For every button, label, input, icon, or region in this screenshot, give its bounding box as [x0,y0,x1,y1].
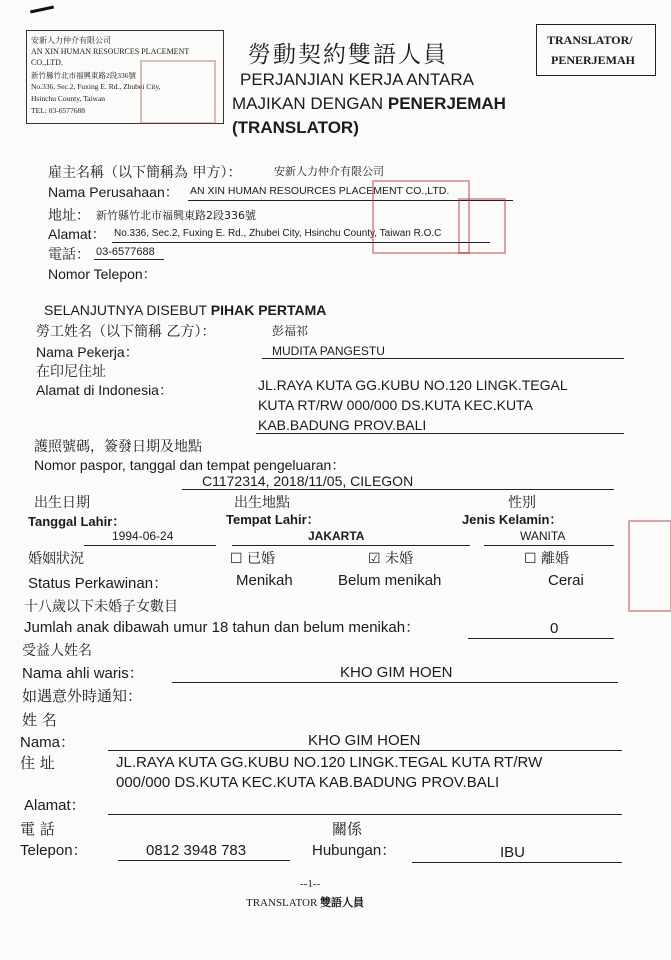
children-label-cjk: 十八歲以下未婚子女數目 [24,599,178,615]
stamp-line: AN XIN HUMAN RESOURCES PLACEMENT [31,47,190,56]
employer-phone-label-cjk: 電話： [48,247,90,263]
employer-name-label-cjk: 雇主名稱（以下簡稱為 甲方）： [48,165,242,181]
emergency-phone-label: Telepon： [20,842,88,859]
worker-name-label: Nama Pekerja： [36,344,139,360]
marital-option-label: Belum menikah [338,572,442,589]
marital-option-divorced[interactable] [524,548,569,568]
marital-option-married[interactable] [230,548,275,568]
stamp-line: TEL: 03-6577688 [31,106,85,115]
stamp-line: 安新人力仲介有限公司 [31,36,111,45]
translator-box-line2: PENERJEMAH [551,53,635,67]
worker-name-value-cjk: 彭福祁 [272,324,309,338]
translator-box-line1: TRANSLATOR/ [547,33,633,47]
title-line3: (TRANSLATOR) [232,118,359,137]
worker-address-line: JL.RAYA KUTA GG.KUBU NO.120 LINGK.TEGAL [258,377,568,393]
stamp-line: 新竹縣竹北市福興東路2段336號 [31,71,136,80]
employer-address-label-cjk: 地址： [48,208,90,224]
translator-box [536,24,656,76]
pob-label: Tempat Lahir： [226,512,320,527]
pen-mark [30,6,54,14]
red-seal-stamp [458,198,506,254]
employer-name-label: Nama Perusahaan： [48,184,179,200]
worker-name-label-cjk: 勞工姓名（以下簡稱 乙方）： [36,324,216,340]
relationship-value: IBU [500,844,526,861]
worker-address-label-cjk: 在印尼住址 [36,364,106,380]
title-line1: PERJANJIAN KERJA ANTARA [240,70,474,89]
stamp-line: Hsinchu County, Taiwan [31,94,106,103]
passport-value: C1172314, 2018/11/05, CILEGON [202,473,414,489]
heir-label-cjk: 受益人姓名 [22,643,92,659]
sex-value: WANITA [520,529,566,543]
stamp-line: CO.,LTD. [31,58,63,67]
sex-label-cjk: 性別 [508,495,536,511]
worker-address-line: KAB.BADUNG PROV.BALI [258,417,427,433]
marital-option-single[interactable] [368,548,413,568]
emergency-name-label-cjk: 姓 名 [22,711,57,729]
title-line2-text: MAJIKAN DENGAN [232,94,384,113]
page-number: --1-- [300,878,321,890]
passport-label-cjk: 護照號碼，簽發日期及地點 [34,439,202,455]
title-cjk: 勞動契約雙語人員 [248,42,448,68]
employer-name-value-cjk: 安新人力仲介有限公司 [274,165,384,178]
emergency-address-line: JL.RAYA KUTA GG.KUBU NO.120 LINGK.TEGAL KUTA RT/RW [116,754,543,771]
marital-option-cjk: 離婚 [541,551,570,567]
marital-option-cjk: 已婚 [247,551,276,567]
pob-value: JAKARTA [308,529,365,543]
emergency-address-line: 000/000 DS.KUTA KEC.KUTA KAB.BADUNG PROV.BALI [116,774,500,791]
title-line2 [232,94,506,114]
employer-phone-label: Nomor Telepon： [48,266,157,282]
marital-option-label: Menikah [236,572,293,589]
employer-address-value-cjk: 新竹縣竹北市福興東路2段336號 [96,209,256,222]
heir-value: KHO GIM HOEN [340,664,453,681]
employer-address-label: Alamat： [48,226,106,242]
marital-label: Status Perkawinan： [28,575,169,592]
emergency-address-label-cjk: 住 址 [20,754,55,772]
footer-translator-cjk: 雙語人員 [320,896,365,909]
employer-address-value: No.336, Sec.2, Fuxing E. Rd., Zhubei City, Hsinchu County, Taiwan R.O.C [114,228,442,239]
children-label: Jumlah anak dibawah umur 18 tahun dan belum menikah： [24,619,421,636]
checkbox-icon[interactable]: ☐ [230,551,243,567]
worker-address-label: Alamat di Indonesia： [36,382,173,398]
relationship-label: Hubungan： [312,842,397,859]
stamp-line: No.336, Sec.2, Fuxing E. Rd., Zhubei City, [31,82,161,91]
pob-label-cjk: 出生地點 [234,495,290,511]
employer-phone-value: 03-6577688 [96,246,155,258]
marital-label-cjk: 婚姻狀況 [28,551,84,567]
emergency-name-value: KHO GIM HOEN [308,732,421,749]
footer-translator [246,894,364,910]
checkbox-checked-icon[interactable]: ☑ [368,551,381,567]
relationship-label-cjk: 關係 [332,820,363,838]
dob-value: 1994-06-24 [112,529,174,543]
footer-translator-en: TRANSLATOR [246,897,318,909]
emergency-name-label: Nama： [20,734,76,751]
passport-label: Nomor paspor, tanggal dan tempat pengeluaran： [34,457,346,473]
employer-name-value: AN XIN HUMAN RESOURCES PLACEMENT CO.,LTD. [190,185,450,197]
dob-label-cjk: 出生日期 [34,495,90,511]
worker-address-line: KUTA RT/RW 000/000 DS.KUTA KEC.KUTA [258,397,533,413]
emergency-phone-label-cjk: 電 話 [20,820,55,838]
dob-label: Tanggal Lahir： [28,514,126,529]
emergency-address-label: Alamat： [24,797,86,814]
marital-option-label: Cerai [548,572,584,589]
emergency-header-cjk: 如遇意外時通知： [22,687,143,705]
heir-label: Nama ahli waris： [22,665,144,682]
red-seal-stamp [628,520,671,612]
children-value: 0 [550,620,559,637]
title-line2-bold: PENERJEMAH [387,94,506,113]
red-seal-stamp [140,60,216,124]
sex-label: Jenis Kelamin： [462,512,563,527]
red-seal-stamp [372,180,470,254]
marital-option-cjk: 未婚 [385,551,414,567]
party-one-text [44,302,326,318]
checkbox-icon[interactable]: ☐ [524,551,537,567]
worker-name-value: MUDITA PANGESTU [272,344,385,358]
party-one-prefix: SELANJUTNYA DISEBUT [44,302,207,318]
party-one-bold: PIHAK PERTAMA [210,302,327,318]
emergency-phone-value: 0812 3948 783 [146,842,247,859]
